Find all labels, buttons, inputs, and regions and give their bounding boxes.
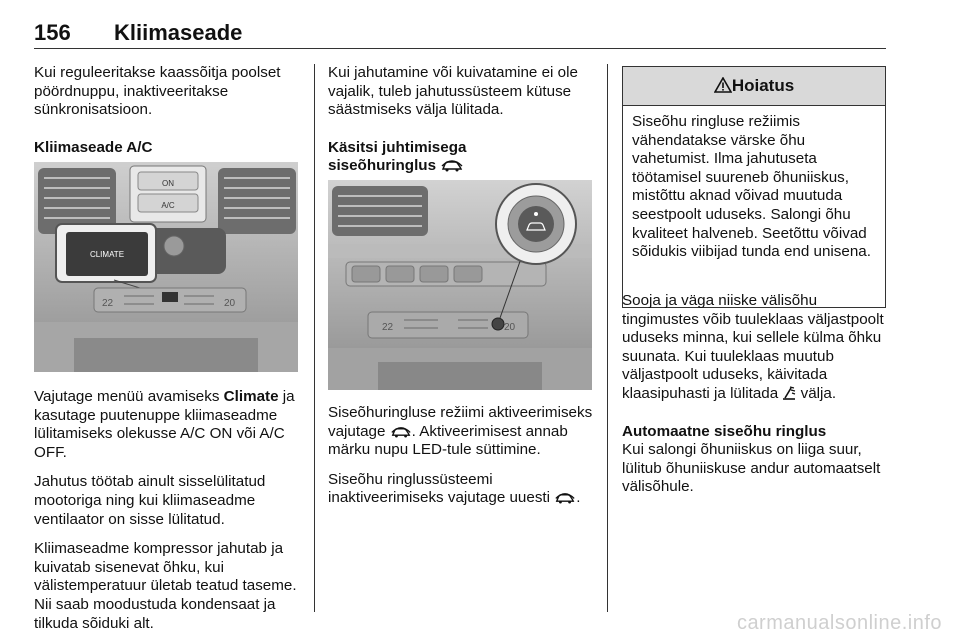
warning-text: Siseõhu ringluse režiimis vähendatakse värske õhu vahetumist. Ilma jahutuseta töötamisel suureneb õhuniiskus, mistõttu aknad võivad muutuda seestpoolt uduseks. Salongi õhu kvaliteet halveneb. Seetõttu võivad sõidukis viibijad tunda end unisena.	[632, 113, 871, 261]
warning-header	[623, 67, 885, 106]
wiper-icon	[782, 386, 796, 400]
climate-keyword: Climate	[223, 388, 279, 405]
paragraph: Kui salongi õhuniiskus on liiga suur, lülitub õhuniiskuse andur automaatselt välisõhule.	[622, 441, 881, 496]
warning-title: Hoiatus	[731, 76, 795, 95]
header-rule	[34, 48, 886, 49]
paragraph: Jahutus töötab ainult sisselülitatud mootoriga ning kui kliimaseadme ventilaator on sisse lülitatud.	[34, 473, 266, 528]
climate-control-photo	[34, 162, 298, 372]
air-recirculation-icon	[554, 491, 576, 504]
air-recirculation-icon	[390, 425, 412, 438]
paragraph: Kui reguleeritakse kaassõitja poolset pöördnuppu, inaktiveeritakse sünkronisatsioon.	[34, 64, 281, 119]
left-temp: 22	[102, 298, 114, 309]
paragraph: Siseõhu ringlussüsteemi inaktiveerimiseks vajutage uuesti .	[328, 470, 581, 507]
recirculation-button-callout	[496, 184, 576, 264]
column-1-lower	[34, 388, 300, 644]
paragraph: Vajutage menüü avamiseks Climate ja kasutage puutenuppe kliimaseadme lülitamiseks olekusse A/C ON või A/C OFF.	[34, 388, 295, 461]
warning-box	[622, 66, 886, 308]
left-temp: 22	[382, 322, 394, 333]
paragraph: Sooja ja väga niiske välisõhu tingimustes võib tuuleklaas väljastpoolt uduseks minna, kui sellele külma õhku suunata. Kui tuuleklaas muutub väljastpoolt uduseks, käivitada klaasipuhasti ja lülitada välja.	[622, 292, 884, 402]
column-divider	[314, 64, 315, 612]
ac-button-label: A/C	[161, 201, 175, 210]
section-heading: Automaatne siseõhu ringlus	[622, 422, 827, 440]
section-heading: Käsitsi juhtimisega	[328, 138, 467, 156]
recirculation-photo	[328, 180, 592, 390]
right-temp: 20	[504, 322, 516, 333]
watermark: carmanualsonline.info	[736, 612, 942, 634]
section-heading: siseõhuringlus	[328, 157, 594, 176]
column-3	[622, 292, 886, 508]
column-2	[328, 64, 594, 176]
section-heading: Kliimaseade A/C	[34, 138, 153, 156]
ac-button-callout	[130, 166, 206, 222]
paragraph: Siseõhuringluse režiimi aktiveerimiseks vajutage . Aktiveerimisest annab märku nupu LED-tule süttimine.	[328, 404, 593, 459]
page-header	[34, 8, 886, 48]
warning-triangle-icon	[714, 77, 732, 93]
column-divider	[607, 64, 608, 612]
paragraph: Kliimaseadme kompressor jahutab ja kuivatab sisenevat õhku, kui välistemperatuur ületab teatud taseme. Nii saab moodustuda kondensaat ja tilkuda sõiduki alt.	[34, 540, 297, 632]
page-number: 156	[34, 20, 71, 45]
climate-screen-callout	[56, 224, 156, 282]
climate-screen-label: CLIMATE	[89, 250, 125, 259]
air-recirculation-icon	[440, 158, 464, 172]
right-temp: 20	[224, 298, 236, 309]
column-1	[34, 64, 300, 157]
paragraph: Kui jahutamine või kuivatamine ei ole vajalik, tuleb jahutussüsteem kütuse säästmiseks välja lülitada.	[328, 64, 578, 119]
page-title: Kliimaseade	[114, 20, 243, 45]
on-button-label: ON	[162, 179, 174, 188]
column-2-lower	[328, 404, 594, 519]
right-vent	[218, 168, 296, 234]
